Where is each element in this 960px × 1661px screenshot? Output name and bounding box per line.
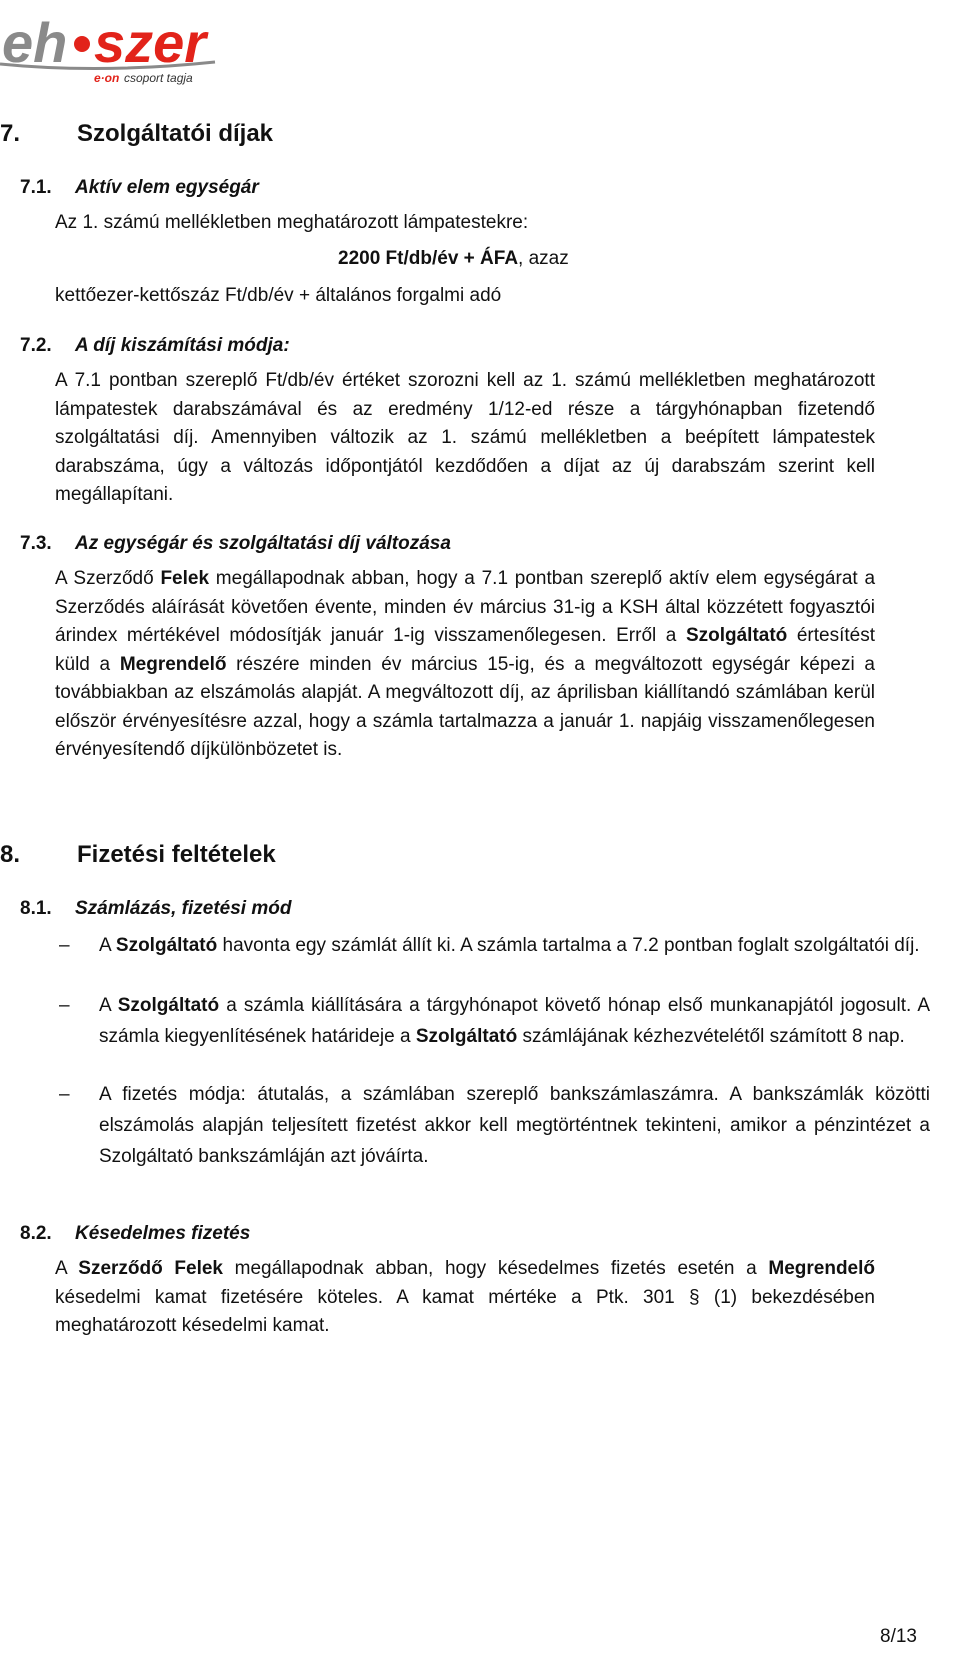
text-run: részére minden év március 15-ig, és a megváltozott egységár képezi a továbbiakban az elszámolás alapját. A megváltozott díj, az áprilisban kiállítandó számlában kerül először érvényesítésre azzal, hogy a számla tartalmazza a január 1. napjáig visszamenőlegesen érvényesítendő díjkülönbözetet is. <box>55 653 875 760</box>
list-item-text <box>99 990 930 1052</box>
list-item <box>55 930 930 961</box>
text-run: havonta egy számlát állít ki. A számla tartalma a 7.2 pontban foglalt szolgáltatói díj. <box>217 935 920 956</box>
subsection-7-1-heading <box>20 177 930 203</box>
section-title: Fizetési feltételek <box>77 841 276 868</box>
subsection-number: 7.1. <box>20 177 52 198</box>
bold-term: Felek <box>160 568 210 589</box>
section-number: 8. <box>0 841 21 868</box>
dash-bullet: – <box>59 995 70 1016</box>
calculation-paragraph: A 7.1 pontban szereplő Ft/db/év értéket szorozni kell az 1. számú mellékletben meghatározott lámpatestek darabszámával és az eredmény 1/12-ed része a tárgyhónapban fizetendő szolgáltatási díj. Amennyiben változik az 1. számú mellékletben a beépített lámpatestek darabszáma, úgy a változás időpontjától kezdődően a díjat az új darabszám szerint kell megállapítani. <box>55 370 875 505</box>
section-8-heading <box>0 841 930 871</box>
logo-tagline: csoport tagja <box>124 71 193 85</box>
dash-bullet: – <box>59 935 70 956</box>
bold-term: Szerződő Felek <box>78 1258 223 1279</box>
paragraph-line: Az 1. számú mellékletben meghatározott lámpatestekre: <box>55 212 529 233</box>
list-item <box>55 1079 930 1172</box>
subsection-number: 8.2. <box>20 1223 52 1244</box>
subsection-title: A díj kiszámítási módja: <box>75 335 290 356</box>
price-value: 2200 Ft/db/év + ÁFA <box>338 248 519 269</box>
subsection-8-2-heading <box>20 1223 930 1249</box>
logo-eh-text: eh <box>2 11 68 74</box>
bold-term: Szolgáltató <box>415 1026 518 1047</box>
list-item-text <box>99 930 930 961</box>
price-line <box>338 245 569 274</box>
text-run: A <box>55 1258 79 1279</box>
text-run: késedelmi kamat fizetésére köteles. A kamat mértéke a Ptk. 301 § (1) bekezdésében meghatározott késedelmi kamat. <box>55 1286 875 1336</box>
bold-term: Szolgáltató <box>117 995 220 1016</box>
text-run: A <box>99 995 118 1016</box>
text-run: számlájának kézhezvételétől számított 8 nap. <box>517 1026 905 1047</box>
text-run: A Szerződő <box>55 568 161 589</box>
section-7-heading <box>0 120 930 150</box>
price-suffix: , azaz <box>518 248 569 269</box>
logo-szer-text: szer <box>94 11 207 74</box>
page-number: 8/13 <box>880 1626 917 1647</box>
list-item-text: A fizetés módja: átutalás, a számlában szereplő bankszámlaszámra. A bankszámlák közötti elszámolás alapján teljesített fizetést akkor kell megtörténtnek tekinteni, amikor a pénzintézet a Szolgáltató bankszámláján azt jóváírta. <box>99 1084 930 1167</box>
subsection-number: 7.3. <box>20 533 52 554</box>
ehoszer-logo <box>0 0 230 95</box>
bold-term: Megrendelő <box>768 1258 875 1279</box>
logo-eon-text: e·on <box>94 71 120 85</box>
subsection-title: Az egységár és szolgáltatási díj változása <box>75 533 451 554</box>
text-run: megállapodnak abban, hogy a 7.1 pontban szereplő aktív elem egységárat a Szerződés aláírását követően évente, minden év március 31-ig a KSH által közzétett fogyasztói árindex mértékével módosítják január 1-ig visszamenőlegesen. Erről a <box>55 568 876 646</box>
section-title: Szolgáltatói díjak <box>77 120 274 147</box>
text-run: a számla kiállítására a tárgyhónapot követő hónap első munkanapjától jogosult. A számla kiegyenlítésének határideje a <box>99 995 931 1047</box>
text-run: A <box>99 935 116 956</box>
text-run: megállapodnak abban, hogy késedelmes fizetés esetén a <box>223 1258 769 1279</box>
ehoszer-logo-svg <box>0 0 230 95</box>
subsection-7-2-heading <box>20 335 930 361</box>
bold-term: Szolgáltató <box>115 935 218 956</box>
list-item <box>55 990 930 1052</box>
bold-term: Megrendelő <box>119 653 227 675</box>
subsection-number: 7.2. <box>20 335 52 356</box>
logo-dot-icon <box>74 36 90 52</box>
dash-bullet: – <box>59 1084 70 1105</box>
text-run: értesítést küld a <box>55 625 875 675</box>
subsection-7-3-heading <box>20 533 930 559</box>
subsection-title: Aktív elem egységár <box>75 177 259 198</box>
subsection-title: Számlázás, fizetési mód <box>75 898 292 919</box>
subsection-8-1-heading <box>20 898 930 924</box>
bold-term: Szolgáltató <box>685 625 788 646</box>
price-in-words: kettőezer-kettőszáz Ft/db/év + általános forgalmi adó <box>55 285 502 306</box>
price-change-paragraph <box>55 565 875 765</box>
subsection-title: Késedelmes fizetés <box>75 1223 251 1244</box>
late-payment-paragraph <box>55 1255 875 1341</box>
section-number: 7. <box>0 120 21 147</box>
subsection-number: 8.1. <box>20 898 52 919</box>
